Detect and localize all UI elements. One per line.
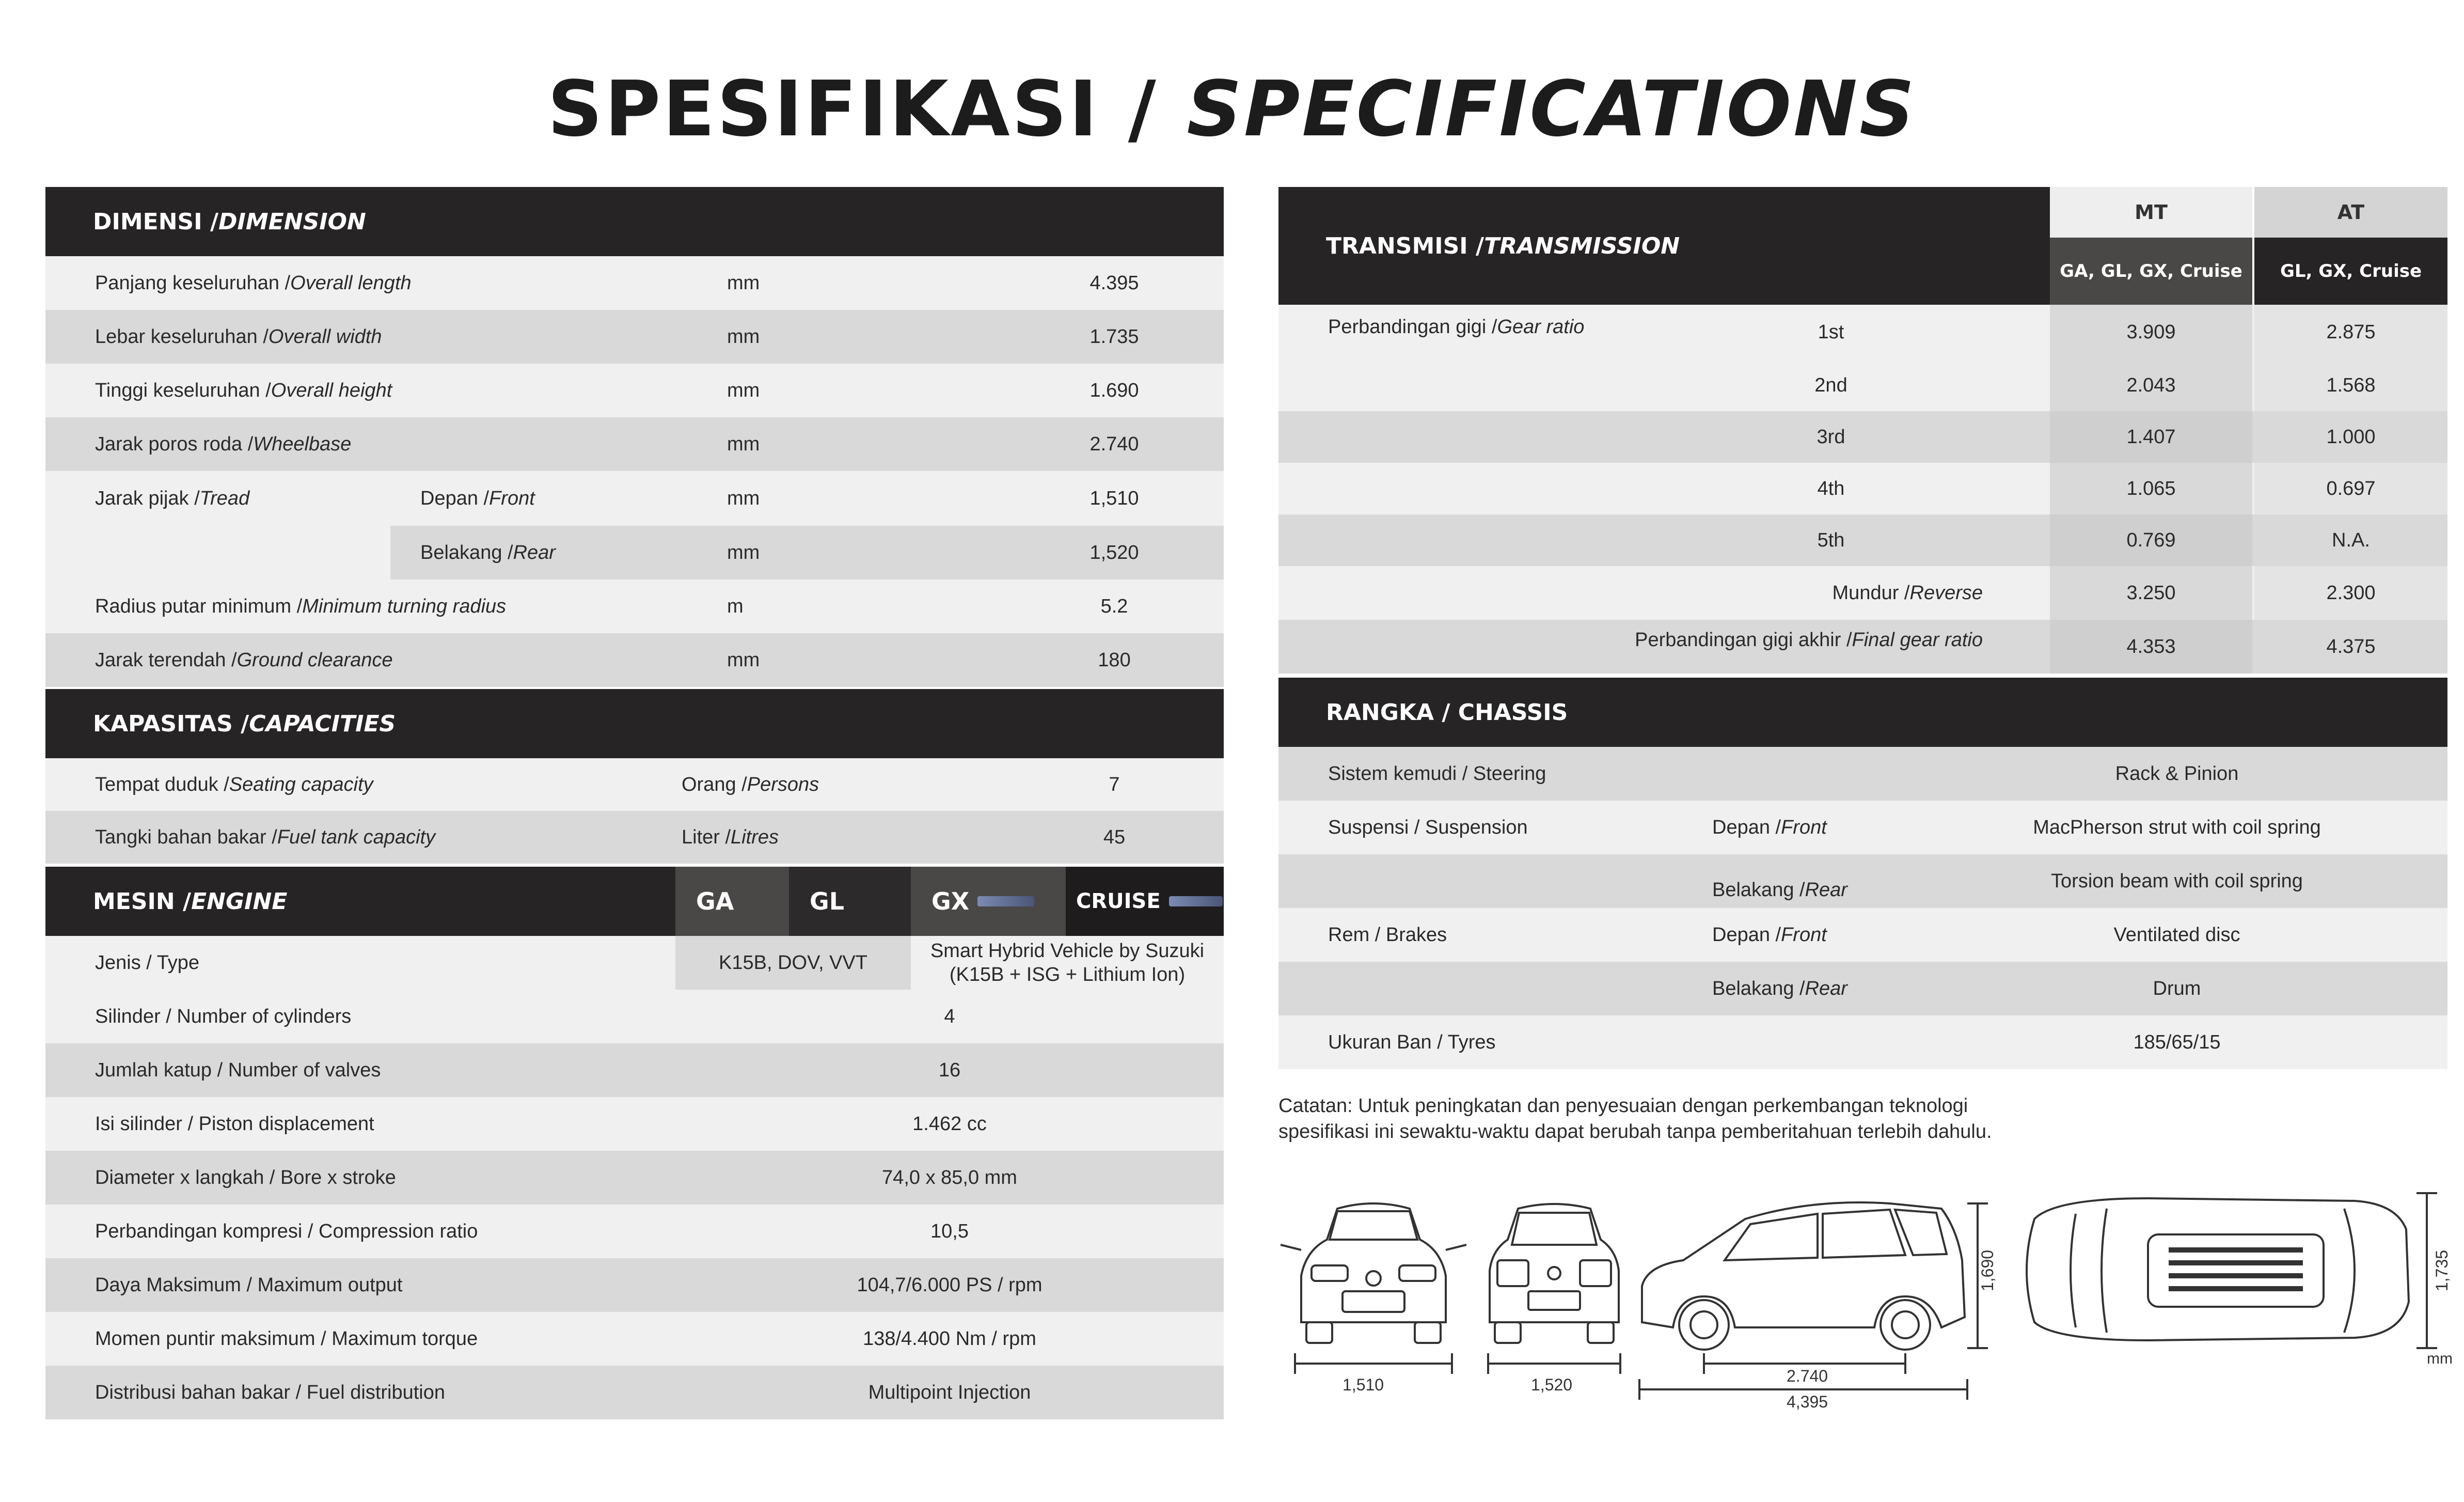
at-value: 0.697 bbox=[2326, 477, 2376, 499]
row-label: Distribusi bahan bakar / Fuel distribution bbox=[95, 1381, 446, 1403]
table-row bbox=[45, 417, 1224, 471]
table-row bbox=[45, 1366, 1224, 1419]
row-sublabel: Depan / bbox=[1712, 924, 1781, 946]
row-label-en: Tread bbox=[199, 487, 250, 509]
engine-header-id: MESIN / bbox=[93, 888, 192, 915]
table-row bbox=[45, 1258, 1224, 1312]
row-value: 1.462 cc bbox=[912, 1113, 987, 1135]
row-label: Tempat duduk / bbox=[95, 773, 229, 795]
row-value: 10,5 bbox=[930, 1220, 969, 1242]
variant-label: GL bbox=[810, 887, 845, 915]
chassis-header: RANGKA / CHASSIS bbox=[1278, 678, 2447, 747]
table-row bbox=[1278, 962, 2447, 1015]
col-at-sub: GL, GX, Cruise bbox=[2254, 238, 2447, 305]
row-label: Sistem kemudi / Steering bbox=[1328, 762, 1546, 785]
table-row bbox=[45, 1151, 1224, 1204]
table-row bbox=[45, 990, 1224, 1043]
row-label-en: Seating capacity bbox=[229, 773, 373, 795]
table-row bbox=[1278, 1015, 2447, 1069]
table-row bbox=[1278, 620, 2447, 674]
row-label: Tinggi keseluruhan / bbox=[95, 379, 271, 401]
wheelbase-dim: 2.740 bbox=[1787, 1367, 1828, 1385]
row-label: Jarak pijak / bbox=[95, 487, 200, 509]
table-row bbox=[45, 1043, 1224, 1097]
row-unit-en: Litres bbox=[731, 826, 779, 848]
row-label: Rem / Brakes bbox=[1328, 924, 1447, 946]
table-row bbox=[1278, 747, 2447, 801]
row-sublabel-en: Rear bbox=[513, 541, 556, 564]
gear-label-en: Final gear ratio bbox=[1852, 629, 1983, 651]
col-mt: MT bbox=[2050, 187, 2252, 238]
hybrid-badge-icon bbox=[1169, 896, 1223, 906]
table-row bbox=[45, 633, 1224, 687]
row-unit: mm bbox=[727, 541, 760, 564]
transmission-header-id: TRANSMISI / bbox=[1326, 232, 1484, 259]
row-sublabel-en: Front bbox=[1781, 924, 1827, 946]
dimension-table bbox=[45, 187, 1224, 687]
row-value: 2.740 bbox=[1089, 433, 1139, 455]
table-row bbox=[45, 471, 1224, 526]
mt-value: 1.407 bbox=[2126, 426, 2176, 448]
hybrid-type-line1: Smart Hybrid Vehicle by Suzuki bbox=[930, 940, 1205, 962]
row-value: 4.395 bbox=[1089, 272, 1139, 294]
row-label: Jenis / Type bbox=[95, 951, 200, 974]
row-unit: mm bbox=[727, 487, 760, 509]
front-tread-dim: 1,510 bbox=[1342, 1375, 1384, 1394]
at-value: N.A. bbox=[2332, 529, 2370, 551]
row-value: 185/65/15 bbox=[2133, 1031, 2221, 1053]
table-row bbox=[45, 1312, 1224, 1366]
at-value: 4.375 bbox=[2326, 635, 2376, 658]
row-label: Momen puntir maksimum / Maximum torque bbox=[95, 1327, 478, 1350]
title-main: SPESIFIKASI / bbox=[547, 65, 1187, 153]
engine-header bbox=[45, 867, 1224, 936]
col-at: AT bbox=[2254, 187, 2447, 238]
vehicle-drawings bbox=[1270, 1188, 2458, 1415]
variant-gx bbox=[911, 867, 1066, 936]
page-title bbox=[0, 65, 2464, 153]
row-label: Daya Maksimum / Maximum output bbox=[95, 1274, 403, 1296]
transmission-header-en: TRANSMISSION bbox=[1484, 232, 1680, 259]
row-label: Perbandingan kompresi / Compression ratio bbox=[95, 1220, 478, 1242]
mt-value: 0.769 bbox=[2126, 529, 2176, 551]
variant-label: CRUISE bbox=[1076, 889, 1161, 913]
row-unit: m bbox=[727, 595, 744, 617]
row-value: Multipoint Injection bbox=[868, 1381, 1031, 1403]
mt-value: 2.043 bbox=[2126, 374, 2176, 396]
row-label-en: Minimum turning radius bbox=[302, 595, 507, 617]
row-value: 138/4.400 Nm / rpm bbox=[863, 1327, 1036, 1350]
capacities-header-en: CAPACITIES bbox=[249, 710, 396, 737]
unit-label: mm bbox=[2427, 1350, 2453, 1367]
mt-value: 3.909 bbox=[2126, 321, 2176, 343]
table-row bbox=[1278, 801, 2447, 854]
variant-ga bbox=[675, 867, 789, 936]
table-row bbox=[45, 364, 1224, 417]
height-dim: 1,690 bbox=[1978, 1249, 1997, 1291]
row-label: Perbandingan gigi / bbox=[1328, 316, 1497, 338]
table-row bbox=[1278, 514, 2447, 566]
row-value: 1,510 bbox=[1089, 487, 1139, 509]
at-value: 2.300 bbox=[2326, 582, 2376, 604]
variant-label: GA bbox=[696, 887, 734, 915]
at-value: 2.875 bbox=[2326, 321, 2376, 343]
table-row bbox=[45, 310, 1224, 364]
row-unit: mm bbox=[727, 433, 760, 455]
row-value: 1.735 bbox=[1089, 325, 1139, 348]
row-value: 7 bbox=[1109, 773, 1120, 795]
row-label: Silinder / Number of cylinders bbox=[95, 1005, 352, 1027]
at-value: 1.000 bbox=[2326, 426, 2376, 448]
col-mt-sub: GA, GL, GX, Cruise bbox=[2050, 238, 2252, 305]
row-sublabel: Belakang / bbox=[1712, 977, 1805, 999]
gear-label: Mundur / bbox=[1832, 582, 1910, 604]
row-label: Ukuran Ban / Tyres bbox=[1328, 1031, 1496, 1053]
engine-header-en: ENGINE bbox=[191, 888, 288, 915]
gear-label: 5th bbox=[1817, 529, 1845, 551]
row-sublabel: Depan / bbox=[1712, 816, 1781, 838]
row-label-en: Ground clearance bbox=[236, 649, 393, 671]
gear-label: 2nd bbox=[1814, 374, 1847, 396]
transmission-table bbox=[1278, 187, 2447, 674]
row-unit: mm bbox=[727, 325, 760, 348]
row-label: Jarak poros roda / bbox=[95, 433, 254, 455]
gear-label-en: Reverse bbox=[1909, 582, 1983, 604]
row-value: 1.690 bbox=[1089, 379, 1139, 401]
title-italic: SPECIFICATIONS bbox=[1187, 65, 1917, 153]
row-value: 5.2 bbox=[1100, 595, 1128, 617]
row-unit: Orang / bbox=[682, 773, 747, 795]
gear-label: 3rd bbox=[1817, 426, 1845, 448]
row-sublabel-en: Front bbox=[489, 487, 535, 509]
row-value: MacPherson strut with coil spring bbox=[2033, 816, 2321, 838]
row-sublabel-en: Rear bbox=[1805, 977, 1847, 999]
row-label-en: Overall width bbox=[268, 325, 382, 348]
table-row bbox=[45, 526, 1224, 580]
row-unit: mm bbox=[727, 649, 760, 671]
footnote-line1: Catatan: Untuk peningkatan dan penyesuaian dengan perkembangan teknologi bbox=[1278, 1095, 1968, 1117]
footnote-line2: spesifikasi ini sewaktu-waktu dapat berubah tanpa pemberitahuan terlebih dahulu. bbox=[1278, 1121, 1992, 1143]
rear-view-car-icon bbox=[1488, 1204, 1620, 1374]
row-value: K15B, DOV, VVT bbox=[719, 951, 867, 974]
rear-tread-dim: 1,520 bbox=[1531, 1375, 1573, 1394]
gear-label: 1st bbox=[1818, 321, 1844, 343]
row-label-en: Fuel tank capacity bbox=[277, 826, 436, 848]
row-value: 16 bbox=[938, 1059, 961, 1081]
variant-gl bbox=[789, 867, 911, 936]
capacities-header-id: KAPASITAS / bbox=[93, 710, 249, 737]
row-label: Isi silinder / Piston displacement bbox=[95, 1113, 374, 1135]
table-row bbox=[1278, 359, 2447, 411]
mt-value: 4.353 bbox=[2126, 635, 2176, 658]
gear-label: 4th bbox=[1817, 477, 1845, 499]
table-row bbox=[45, 1204, 1224, 1258]
row-label: Diameter x langkah / Bore x stroke bbox=[95, 1166, 396, 1188]
table-row bbox=[45, 1097, 1224, 1151]
row-label-en: Overall length bbox=[290, 272, 412, 294]
row-label-en: Overall height bbox=[271, 379, 392, 401]
row-value: 1,520 bbox=[1089, 541, 1139, 564]
table-row bbox=[45, 758, 1224, 811]
chassis-table bbox=[1278, 678, 2447, 1069]
table-row bbox=[1278, 305, 2447, 359]
mt-value: 1.065 bbox=[2126, 477, 2176, 499]
row-unit: Liter / bbox=[682, 826, 731, 848]
engine-table bbox=[45, 867, 1224, 1419]
row-value: 180 bbox=[1098, 649, 1131, 671]
row-label: Suspensi / Suspension bbox=[1328, 816, 1528, 838]
table-row bbox=[45, 811, 1224, 864]
gear-label: Perbandingan gigi akhir / bbox=[1635, 629, 1852, 651]
row-value: 4 bbox=[944, 1005, 955, 1027]
row-label: Radius putar minimum / bbox=[95, 595, 303, 617]
row-sublabel: Belakang / bbox=[420, 541, 513, 564]
row-unit: mm bbox=[727, 272, 760, 294]
width-dim: 1,735 bbox=[2433, 1249, 2451, 1291]
table-row bbox=[1278, 854, 2447, 908]
row-value: 74,0 x 85,0 mm bbox=[882, 1166, 1017, 1188]
row-label: Lebar keseluruhan / bbox=[95, 325, 268, 348]
row-label: Jarak terendah / bbox=[95, 649, 237, 671]
at-value: 1.568 bbox=[2326, 374, 2376, 396]
table-row bbox=[1278, 463, 2447, 514]
row-sublabel-en: Front bbox=[1781, 816, 1827, 838]
dimension-header bbox=[45, 187, 1224, 256]
footnote bbox=[1278, 1093, 2447, 1145]
hybrid-badge-icon bbox=[977, 896, 1034, 906]
mt-value: 3.250 bbox=[2126, 582, 2176, 604]
variant-label: GX bbox=[931, 887, 970, 915]
row-label: Jumlah katup / Number of valves bbox=[95, 1059, 381, 1081]
length-dim: 4,395 bbox=[1787, 1393, 1828, 1411]
dimension-header-en: DIMENSION bbox=[218, 208, 366, 235]
row-value: 104,7/6.000 PS / rpm bbox=[857, 1274, 1043, 1296]
table-row bbox=[45, 256, 1224, 310]
row-label: Tangki bahan bakar / bbox=[95, 826, 277, 848]
variant-cruise bbox=[1066, 867, 1224, 936]
row-unit-en: Persons bbox=[747, 773, 819, 795]
row-sublabel: Depan / bbox=[420, 487, 489, 509]
row-label-en: Gear ratio bbox=[1497, 316, 1585, 338]
row-value: 45 bbox=[1103, 826, 1126, 848]
row-unit: mm bbox=[727, 379, 760, 401]
row-value: Drum bbox=[2153, 977, 2201, 999]
row-value: Torsion beam with coil spring bbox=[2051, 870, 2303, 892]
table-row bbox=[1278, 411, 2447, 463]
row-value: Rack & Pinion bbox=[2115, 762, 2239, 785]
front-view-car-icon bbox=[1281, 1203, 1466, 1374]
table-row bbox=[45, 936, 1224, 990]
row-label: Panjang keseluruhan / bbox=[95, 272, 291, 294]
transmission-header bbox=[1278, 187, 2050, 305]
capacities-header bbox=[45, 689, 1224, 758]
capacities-table bbox=[45, 689, 1224, 864]
table-row bbox=[1278, 908, 2447, 962]
row-sublabel-en: Rear bbox=[1805, 879, 1847, 901]
row-label-en: Wheelbase bbox=[253, 433, 352, 455]
hybrid-type-line2: (K15B + ISG + Lithium Ion) bbox=[949, 964, 1186, 985]
row-sublabel: Belakang / bbox=[1712, 879, 1805, 901]
table-row bbox=[45, 580, 1224, 633]
row-value: Ventilated disc bbox=[2113, 924, 2240, 946]
top-view-car-icon bbox=[2027, 1193, 2437, 1348]
dimension-header-id: DIMENSI / bbox=[93, 208, 219, 235]
